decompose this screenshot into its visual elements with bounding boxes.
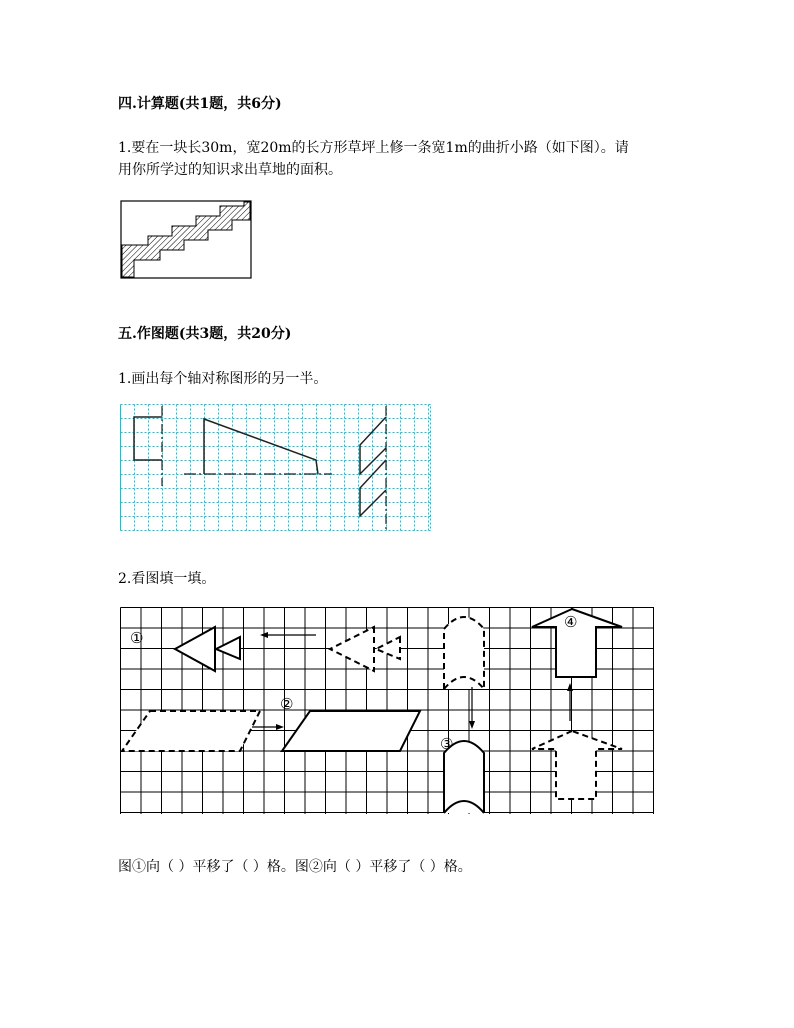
label-fig-1: ①: [130, 629, 144, 647]
answer-line: 图①向（ ）平移了（ ）格。图②向（ ）平移了（ ）格。: [118, 859, 472, 875]
question-4-1-line-1: 1.要在一块长30m，宽20m的长方形草坪上修一条宽1m的曲折小路（如下图）。请: [118, 140, 629, 156]
translation-grid-figure: [120, 607, 655, 815]
lawn-path-figure: [120, 200, 252, 280]
question-4-1-line-2: 用你所学过的知识求出草地的面积。: [118, 162, 342, 178]
question-5-1: 1.画出每个轴对称图形的另一半。: [118, 371, 328, 387]
question-5-2: 2.看图填一填。: [118, 571, 216, 587]
symmetry-grid-figure: [120, 404, 432, 532]
section-4-heading: 四.计算题(共1题，共6分): [118, 96, 282, 112]
section-5-heading: 五.作图题(共3题，共20分): [118, 326, 292, 342]
label-fig-3: ③: [440, 735, 454, 753]
label-fig-4: ④: [564, 613, 578, 631]
label-fig-2: ②: [280, 695, 294, 713]
